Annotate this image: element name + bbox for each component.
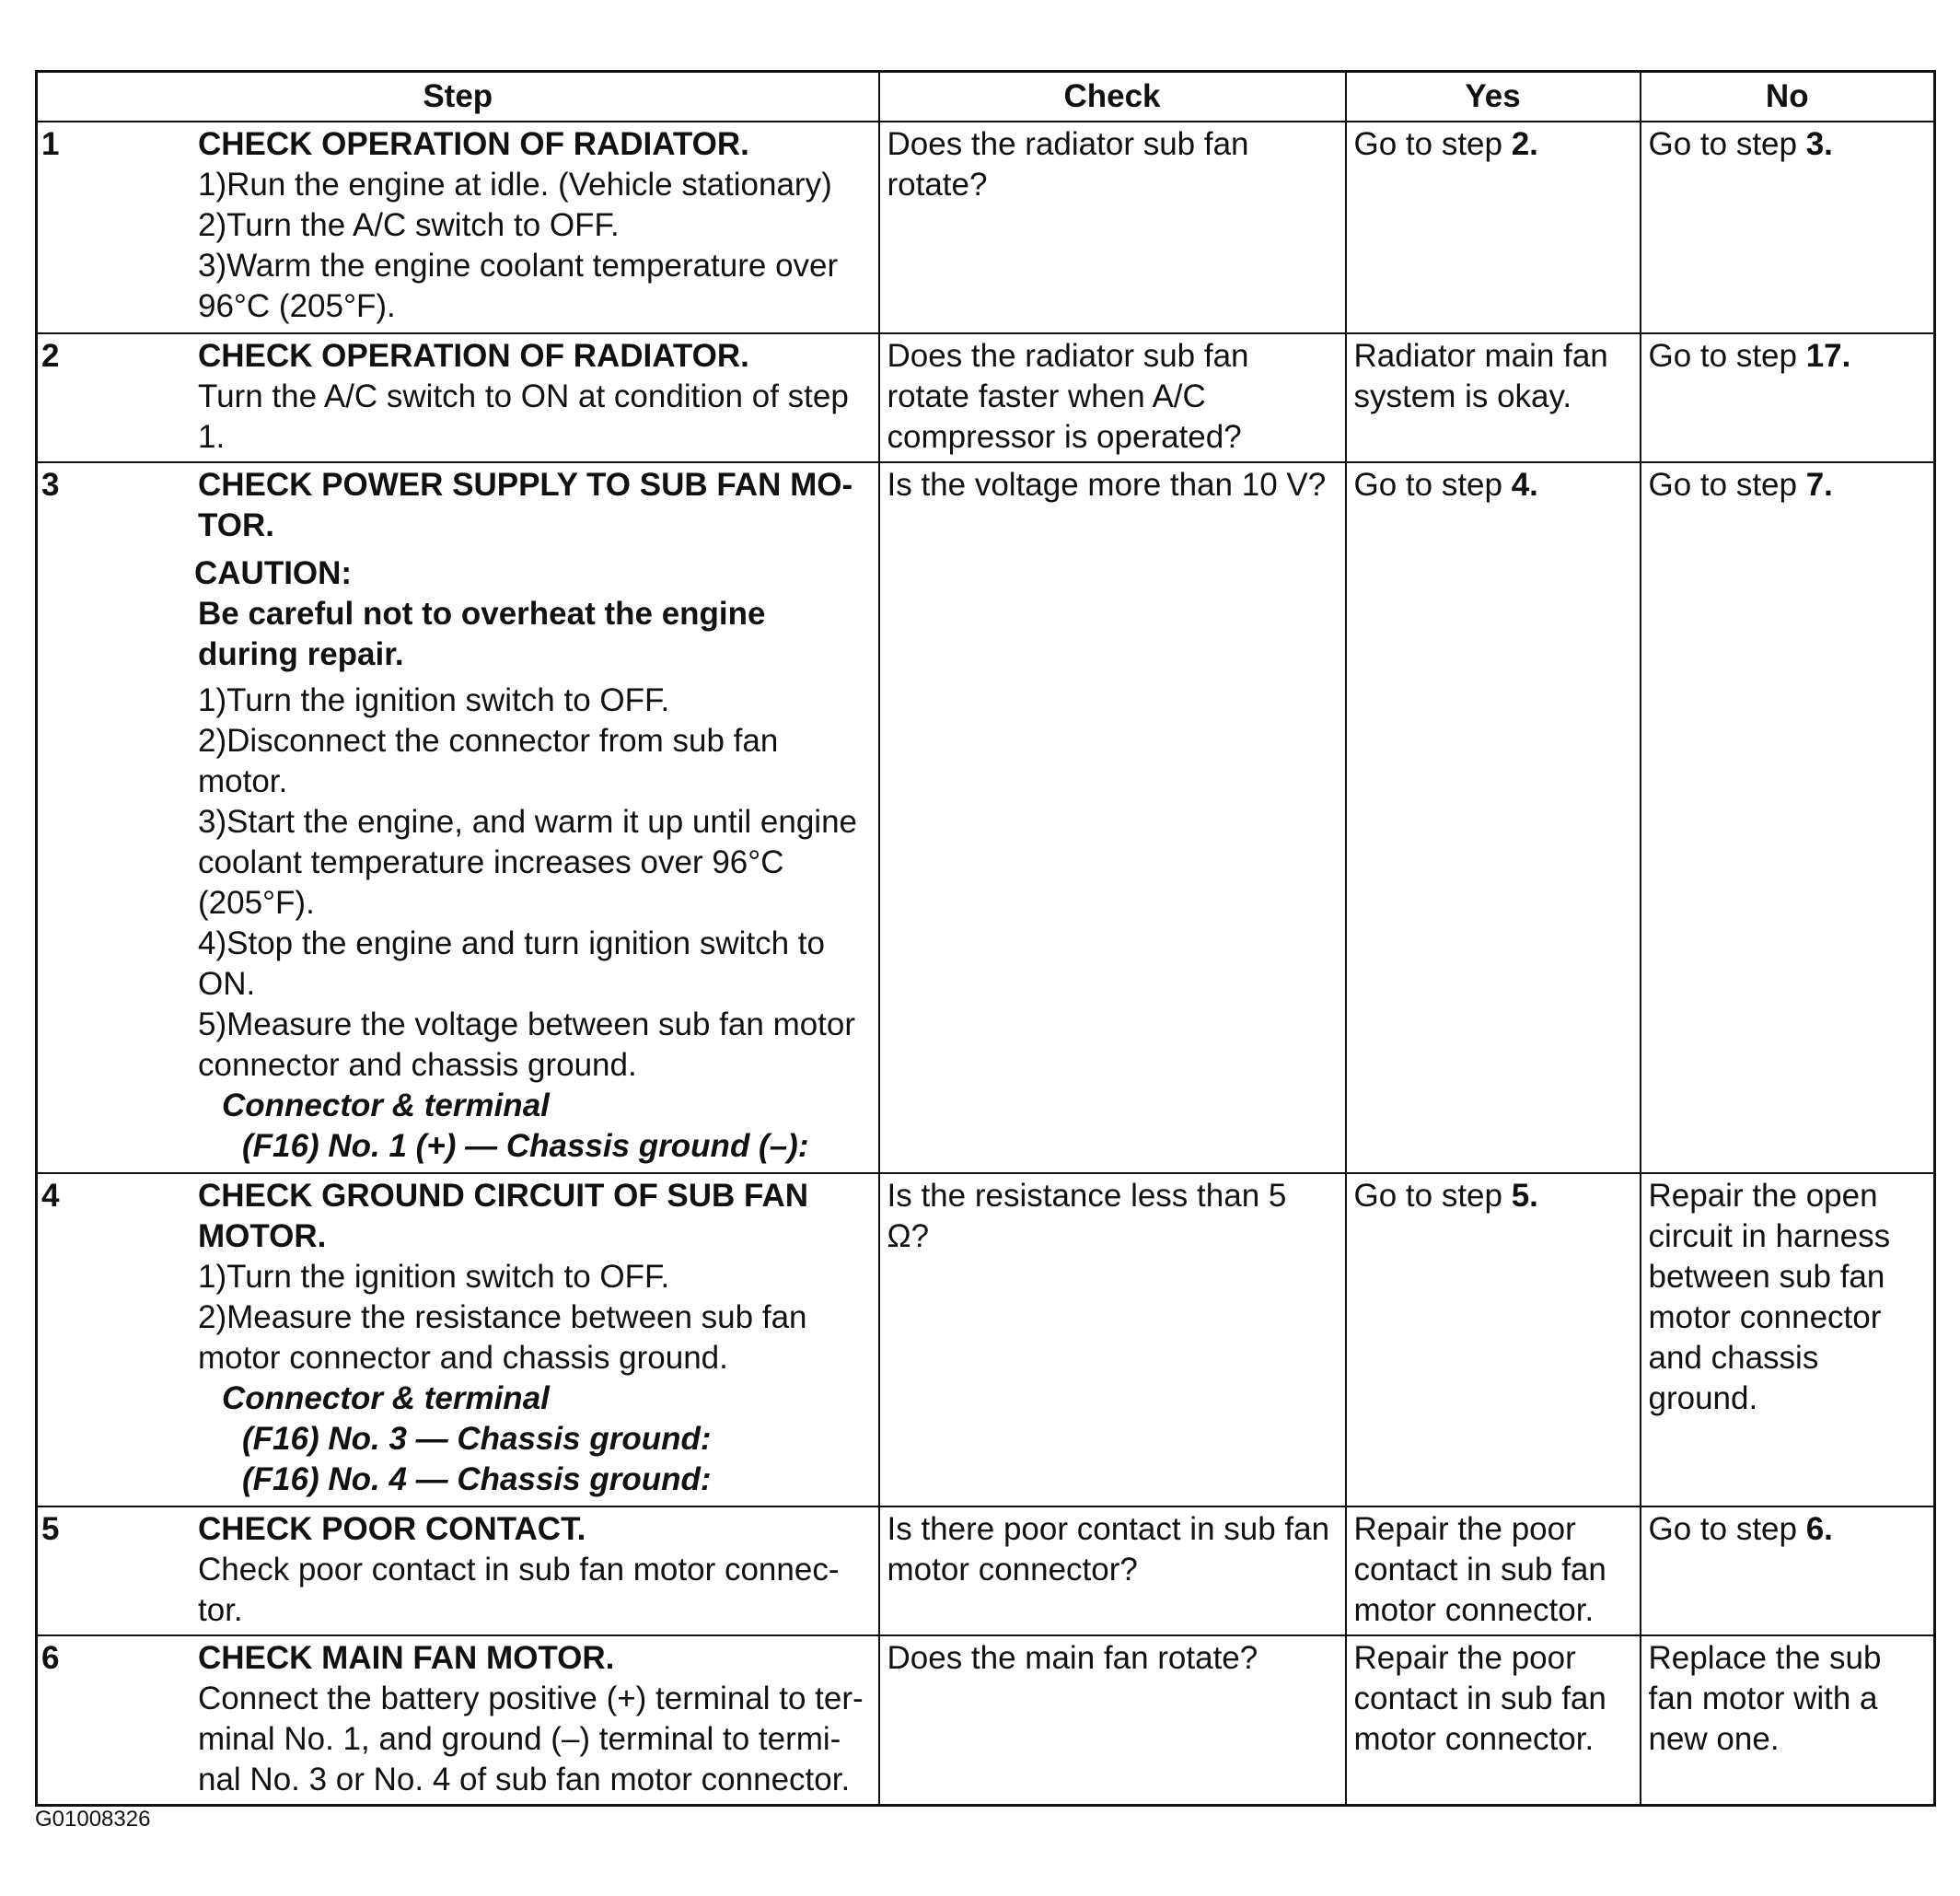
no-text: Replace the sub fan motor with a new one. xyxy=(1648,1640,1882,1757)
no-cell xyxy=(1641,122,1935,333)
caution-title: CAUTION: xyxy=(194,555,353,591)
step-cell xyxy=(37,122,879,333)
table-row xyxy=(37,333,1935,462)
check-cell: Is there poor contact in sub fan motor connector? xyxy=(879,1506,1346,1635)
connector-terminal: (F16) No. 1 (+) — Chassis ground (–): xyxy=(242,1128,809,1164)
caution-text: Be careful not to overheat the engine during repair. xyxy=(198,596,766,672)
yes-text: Go to step xyxy=(1353,126,1512,162)
check-cell: Does the radiator sub fan rotate faster when A/C compressor is operated? xyxy=(879,333,1346,462)
step-instruction: Connect the battery positive (+) terminal to ter- minal No. 1, and ground (–) terminal to termi- nal No. 3 or No. 4 of sub fan motor connector. xyxy=(198,1681,864,1797)
connector-terminal: (F16) No. 4 — Chassis ground: xyxy=(242,1461,712,1497)
yes-text: Repair the poor contact in sub fan motor connector. xyxy=(1353,1511,1606,1628)
step-number: 2 xyxy=(41,338,60,374)
no-step-ref: 7. xyxy=(1805,467,1833,503)
step-number: 1 xyxy=(41,126,60,162)
step-instruction: 3)Warm the engine coolant temperature over 96°C (205°F). xyxy=(198,248,839,324)
no-text: Go to step xyxy=(1648,467,1806,503)
step-title: CHECK OPERATION OF RADIATOR. xyxy=(198,338,749,374)
yes-text: Go to step xyxy=(1353,1178,1512,1214)
step-title: CHECK OPERATION OF RADIATOR. xyxy=(198,126,749,162)
no-cell xyxy=(1641,462,1935,1173)
step-instruction: 2)Turn the A/C switch to OFF. xyxy=(198,207,620,243)
no-step-ref: 6. xyxy=(1805,1511,1833,1547)
table-row xyxy=(37,1173,1935,1506)
step-instruction: 1)Turn the ignition switch to OFF. xyxy=(198,682,670,718)
step-title: CHECK GROUND CIRCUIT OF SUB FAN MOTOR. xyxy=(198,1178,809,1254)
step-instruction: 1)Run the engine at idle. (Vehicle stationary) xyxy=(198,167,832,203)
header-no: No xyxy=(1641,72,1935,122)
header-step: Step xyxy=(37,72,879,122)
step-cell xyxy=(37,1635,879,1806)
step-body xyxy=(194,1636,878,1804)
step-instruction: Check poor contact in sub fan motor connec- tor. xyxy=(198,1552,840,1628)
no-text: Go to step xyxy=(1648,338,1806,374)
step-cell xyxy=(37,1506,879,1635)
step-body xyxy=(194,1507,878,1634)
no-step-ref: 17. xyxy=(1805,338,1851,374)
yes-step-ref: 5. xyxy=(1511,1178,1538,1214)
yes-step-ref: 4. xyxy=(1511,467,1538,503)
table-row xyxy=(37,122,1935,333)
step-instruction: 1)Turn the ignition switch to OFF. xyxy=(198,1259,670,1295)
table-row xyxy=(37,1635,1935,1806)
check-cell: Does the radiator sub fan rotate? xyxy=(879,122,1346,333)
no-step-ref: 3. xyxy=(1805,126,1833,162)
step-number: 6 xyxy=(41,1640,60,1676)
no-cell xyxy=(1641,1635,1935,1806)
step-instruction: 2)Disconnect the connector from sub fan motor. xyxy=(198,723,779,799)
check-cell: Does the main fan rotate? xyxy=(879,1635,1346,1806)
step-instruction: 5)Measure the voltage between sub fan motor connector and chassis ground. xyxy=(198,1006,856,1083)
diagnostic-table xyxy=(35,70,1936,1807)
step-title: CHECK POOR CONTACT. xyxy=(198,1511,586,1547)
header-yes: Yes xyxy=(1346,72,1641,122)
step-number: 5 xyxy=(41,1511,60,1547)
step-body xyxy=(194,122,878,331)
connector-title: Connector & terminal xyxy=(222,1088,550,1123)
step-cell xyxy=(37,333,879,462)
header-check: Check xyxy=(879,72,1346,122)
yes-cell xyxy=(1346,1635,1641,1806)
check-cell: Is the resistance less than 5 Ω? xyxy=(879,1173,1346,1506)
header-row xyxy=(37,72,1935,122)
yes-cell xyxy=(1346,122,1641,333)
table-row xyxy=(37,462,1935,1173)
table-row xyxy=(37,1506,1935,1635)
yes-step-ref: 2. xyxy=(1511,126,1538,162)
yes-text: Go to step xyxy=(1353,467,1512,503)
no-cell xyxy=(1641,1506,1935,1635)
step-body xyxy=(194,334,878,461)
step-title: CHECK MAIN FAN MOTOR. xyxy=(198,1640,615,1676)
step-instruction: 2)Measure the resistance between sub fan motor connector and chassis ground. xyxy=(198,1299,807,1376)
connector-terminal: (F16) No. 3 — Chassis ground: xyxy=(242,1421,712,1457)
step-number: 3 xyxy=(41,467,60,503)
figure-code: G01008326 xyxy=(35,1807,151,1832)
yes-text: Repair the poor contact in sub fan motor connector. xyxy=(1353,1640,1606,1757)
step-instruction: 4)Stop the engine and turn ignition switch to ON. xyxy=(198,925,825,1002)
yes-cell xyxy=(1346,462,1641,1173)
yes-cell xyxy=(1346,1506,1641,1635)
check-cell: Is the voltage more than 10 V? xyxy=(879,462,1346,1173)
step-cell xyxy=(37,462,879,1173)
no-cell xyxy=(1641,1173,1935,1506)
step-number: 4 xyxy=(41,1178,60,1214)
yes-cell xyxy=(1346,1173,1641,1506)
no-text: Repair the open circuit in harness between sub fan motor connector and chassis ground. xyxy=(1648,1178,1891,1416)
step-cell xyxy=(37,1173,879,1506)
connector-title: Connector & terminal xyxy=(222,1380,550,1416)
step-title: CHECK POWER SUPPLY TO SUB FAN MO- TOR. xyxy=(198,467,853,543)
no-text: Go to step xyxy=(1648,1511,1806,1547)
step-instruction: 3)Start the engine, and warm it up until engine coolant temperature increases over 96°C (205°F). xyxy=(198,804,857,921)
step-body xyxy=(194,463,878,1170)
step-instruction: Turn the A/C switch to ON at condition of step 1. xyxy=(198,378,849,455)
yes-text: Radiator main fan system is okay. xyxy=(1353,338,1608,414)
yes-cell xyxy=(1346,333,1641,462)
no-cell xyxy=(1641,333,1935,462)
step-body xyxy=(194,1174,878,1504)
no-text: Go to step xyxy=(1648,126,1806,162)
